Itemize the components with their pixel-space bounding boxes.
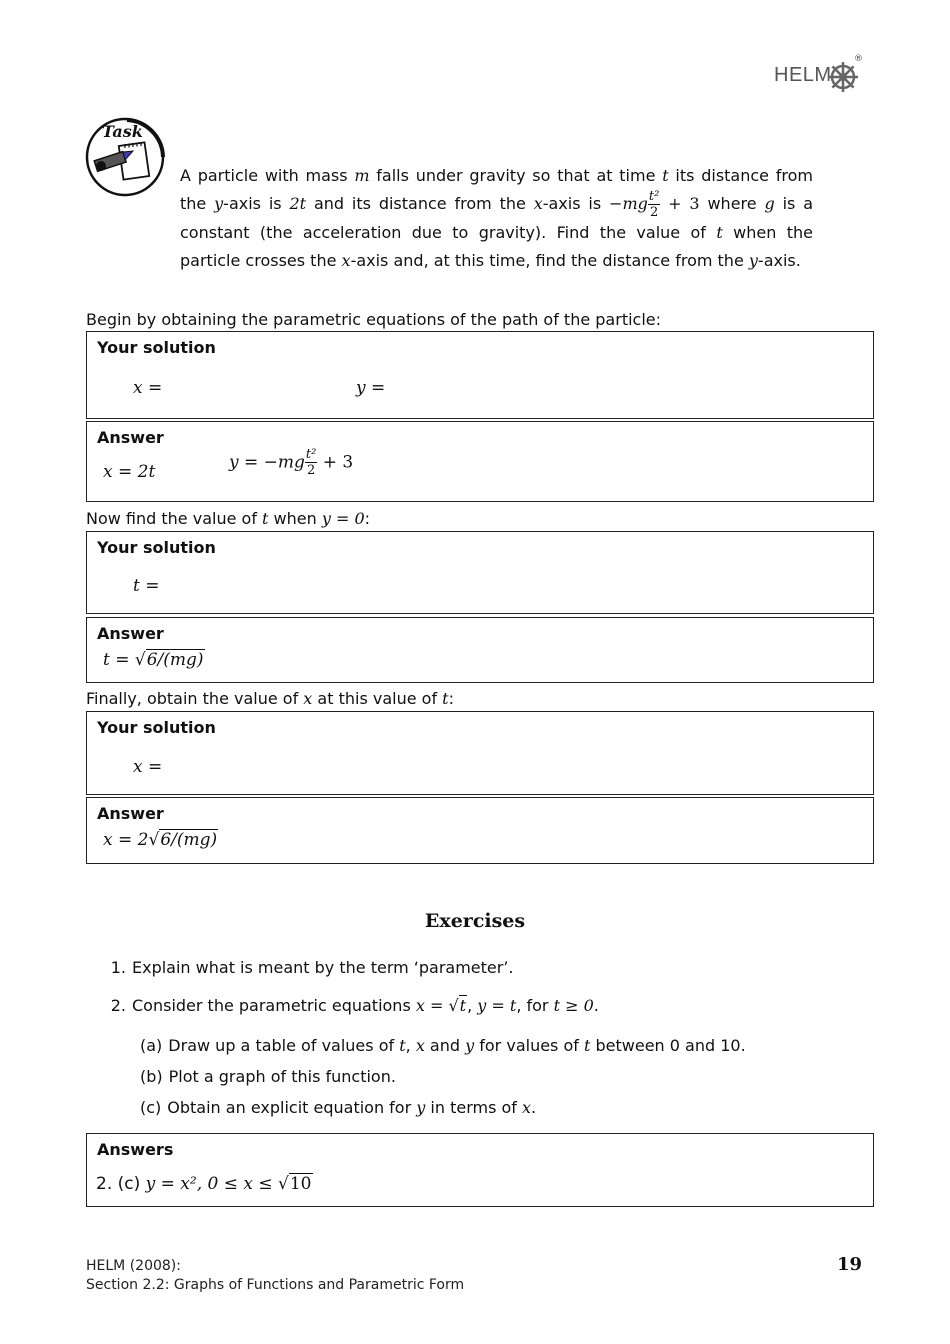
fraction [305,448,317,477]
step2-answer-box [86,617,874,683]
math-var: t [583,1036,591,1055]
exercise-1 [102,958,514,977]
sqrt-argument: 6/(mg) [146,650,204,670]
task-text: -axis is [223,194,290,213]
answers-title: Answers [97,1140,174,1159]
math-var: g [764,194,775,213]
exercise-text: between 0 and 10. [590,1036,746,1055]
math-var: t [399,1036,406,1055]
registered-mark: ® [854,54,863,64]
math-expr: + 3 [317,452,354,473]
exercise-2b [140,1067,396,1086]
square-root: √6/(mg) [134,650,204,670]
helm-logo [774,54,864,98]
answer-y [229,448,353,477]
math-var: x [533,194,543,213]
sub-label: (b) [140,1067,163,1086]
sqrt-argument: t [459,996,467,1015]
exercise-text: Plot a graph of this function. [168,1067,396,1086]
square-root: √10 [278,1174,312,1194]
exercises-heading: Exercises [424,910,526,932]
math-expr: y = t [477,996,517,1015]
solution-title: Your solution [97,718,216,737]
exercise-text: for values of [474,1036,584,1055]
task-text: and its distance from the [306,194,534,213]
math-var: x [415,1036,425,1055]
task-text: -axis. [757,251,801,270]
answers-line [96,1174,313,1194]
sqrt-argument: 6/(mg) [160,830,218,850]
math-expr: y = x², 0 ≤ x ≤ [145,1174,279,1194]
exercise-text: Obtain an explicit equation for [167,1098,417,1117]
math-var: y [465,1036,475,1055]
math-expr: x = [415,996,449,1015]
page-number: 19 [836,1254,862,1275]
answer-title: Answer [97,428,164,447]
math-var: y [416,1098,426,1117]
step3-instruction [86,689,454,708]
step1-solution-box[interactable] [86,331,874,419]
square-root: √t [448,996,467,1015]
solution-title: Your solution [97,538,216,557]
math-var: t [262,509,269,528]
task-text: -axis is [542,194,610,213]
fraction-numerator: t² [305,447,317,462]
task-label: Task [102,122,143,141]
exercise-text: Consider the parametric equations [132,996,416,1015]
exercise-text: , for [516,996,554,1015]
math-var: x [303,689,313,708]
math-expr: t ≥ 0 [553,996,594,1015]
exercise-number: 2. [110,996,126,1015]
task-text: when the particle crosses the [180,223,813,270]
logo-text: HELM [774,64,832,86]
lead-text: at this value of [312,689,443,708]
lead-text: Now find the value of [86,509,263,528]
lead-text: : [364,509,371,528]
answer-t [103,650,205,670]
task-statement [180,162,813,275]
step1-answer-box [86,421,874,502]
fraction [648,190,660,219]
solution-t-label: t = [133,576,160,596]
lead-text: Finally, obtain the value of [86,689,304,708]
step3-solution-box[interactable] [86,711,874,795]
fraction-denominator: 2 [649,205,659,220]
exercise-text: , [467,996,478,1015]
footer-line-2: Section 2.2: Graphs of Functions and Parametric Form [86,1277,465,1293]
exercise-text: and [424,1036,466,1055]
fraction-numerator: t² [648,189,660,204]
answer-title: Answer [97,624,164,643]
sub-label: (c) [140,1098,162,1117]
math-var: y [214,194,224,213]
math-expr: y = −mg [229,452,305,473]
exercise-number: 1. [110,958,126,977]
task-icon [85,116,167,198]
math-expr: 2t [289,194,307,213]
exercise-2a [140,1036,746,1055]
math-expr: −mg [609,194,648,213]
exercise-text: , [405,1036,416,1055]
step1-instruction: Begin by obtaining the parametric equations of the path of the particle: [86,310,662,329]
math-var: t [442,689,449,708]
task-text: where [699,194,765,213]
task-text: falls under gravity so that at time [369,166,663,185]
step2-solution-box[interactable] [86,531,874,614]
lead-text: when [268,509,322,528]
ship-wheel-icon [826,60,860,94]
exercise-text: Draw up a table of values of [168,1036,400,1055]
answer-label: 2. (c) [96,1174,146,1194]
square-root: √6/(mg) [148,830,218,850]
task-text: -axis and, at this time, find the distance from the [350,251,749,270]
math-var: y [748,251,758,270]
sub-label: (a) [140,1036,163,1055]
exercise-2 [102,996,599,1015]
step3-answer-box [86,797,874,864]
solution-x-label: x = [133,378,163,398]
sqrt-argument: 10 [289,1174,312,1194]
step2-instruction [86,509,370,528]
exercise-text: Explain what is meant by the term ‘parameter’. [132,958,514,977]
answer-x: x = 2t [103,462,156,482]
task-text: is a constant (the acceleration due to gravity). Find the value of [180,194,814,242]
math-var: t [662,166,669,185]
exercise-answers-box [86,1133,874,1207]
exercise-text: . [531,1098,537,1117]
solution-x-label: x = [133,757,163,777]
exercise-2c [140,1098,536,1117]
footer-citation [86,1257,464,1295]
solution-title: Your solution [97,338,216,357]
math-var: x [341,251,351,270]
math-expr: + 3 [660,194,700,213]
math-var: m [354,166,370,185]
exercise-text: . [593,996,599,1015]
solution-y-label: y = [356,378,386,398]
math-expr: x = 2 [103,830,149,850]
math-var: t [716,223,723,242]
fraction-denominator: 2 [306,463,316,478]
math-var: x [522,1098,532,1117]
math-expr: t = [103,650,135,670]
answer-x [103,830,218,850]
exercise-text: in terms of [425,1098,522,1117]
task-text: A particle with mass [180,166,355,185]
lead-text: : [448,689,454,708]
footer-line-1: HELM (2008): [86,1258,181,1274]
task-text: its distance from the [180,166,814,213]
math-expr: y = 0 [321,509,365,528]
answer-title: Answer [97,804,164,823]
